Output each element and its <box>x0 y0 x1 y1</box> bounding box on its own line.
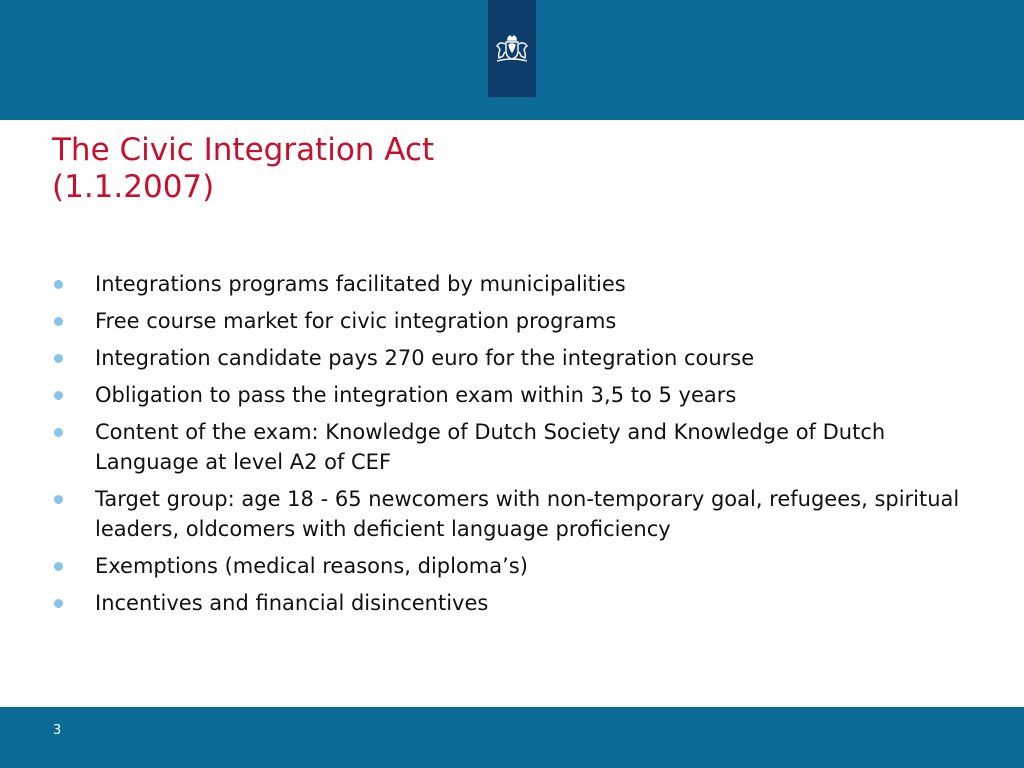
list-item <box>52 588 962 618</box>
bullet-text: Integrations programs facilitated by municipalities <box>95 272 626 296</box>
list-item <box>52 306 962 336</box>
list-item <box>52 551 962 581</box>
bullet-dot-icon <box>54 562 63 571</box>
bullet-dot-icon <box>54 391 63 400</box>
bullet-text: Obligation to pass the integration exam within 3,5 to 5 years <box>95 383 737 407</box>
bullet-dot-icon <box>54 317 63 326</box>
bullet-list <box>52 269 962 625</box>
slide-title: The Civic Integration Act (1.1.2007) <box>52 132 435 205</box>
bullet-text: Free course market for civic integration programs <box>95 309 617 333</box>
bullet-text: Integration candidate pays 270 euro for the integration course <box>95 346 755 370</box>
footer-band <box>0 707 1024 768</box>
list-item <box>52 269 962 299</box>
bullet-text: Exemptions (medical reasons, diploma’s) <box>95 554 528 578</box>
bullet-text: Content of the exam: Knowledge of Dutch Society and Knowledge of Dutch Language at level A2 of CEF <box>95 420 886 474</box>
list-item <box>52 380 962 410</box>
header-band <box>0 0 1024 120</box>
bullet-text: Target group: age 18 - 65 newcomers with non-temporary goal, refugees, spiritual leaders, oldcomers with deficient language proficiency <box>95 487 960 541</box>
bullet-dot-icon <box>54 354 63 363</box>
bullet-dot-icon <box>54 280 63 289</box>
page-number: 3 <box>53 723 62 738</box>
bullet-text: Incentives and financial disincentives <box>95 591 489 615</box>
dutch-coat-of-arms-icon <box>492 34 532 64</box>
list-item <box>52 343 962 373</box>
bullet-dot-icon <box>54 495 63 504</box>
bullet-dot-icon <box>54 599 63 608</box>
list-item <box>52 417 962 477</box>
list-item <box>52 484 962 544</box>
emblem-banner <box>488 0 536 97</box>
bullet-dot-icon <box>54 428 63 437</box>
